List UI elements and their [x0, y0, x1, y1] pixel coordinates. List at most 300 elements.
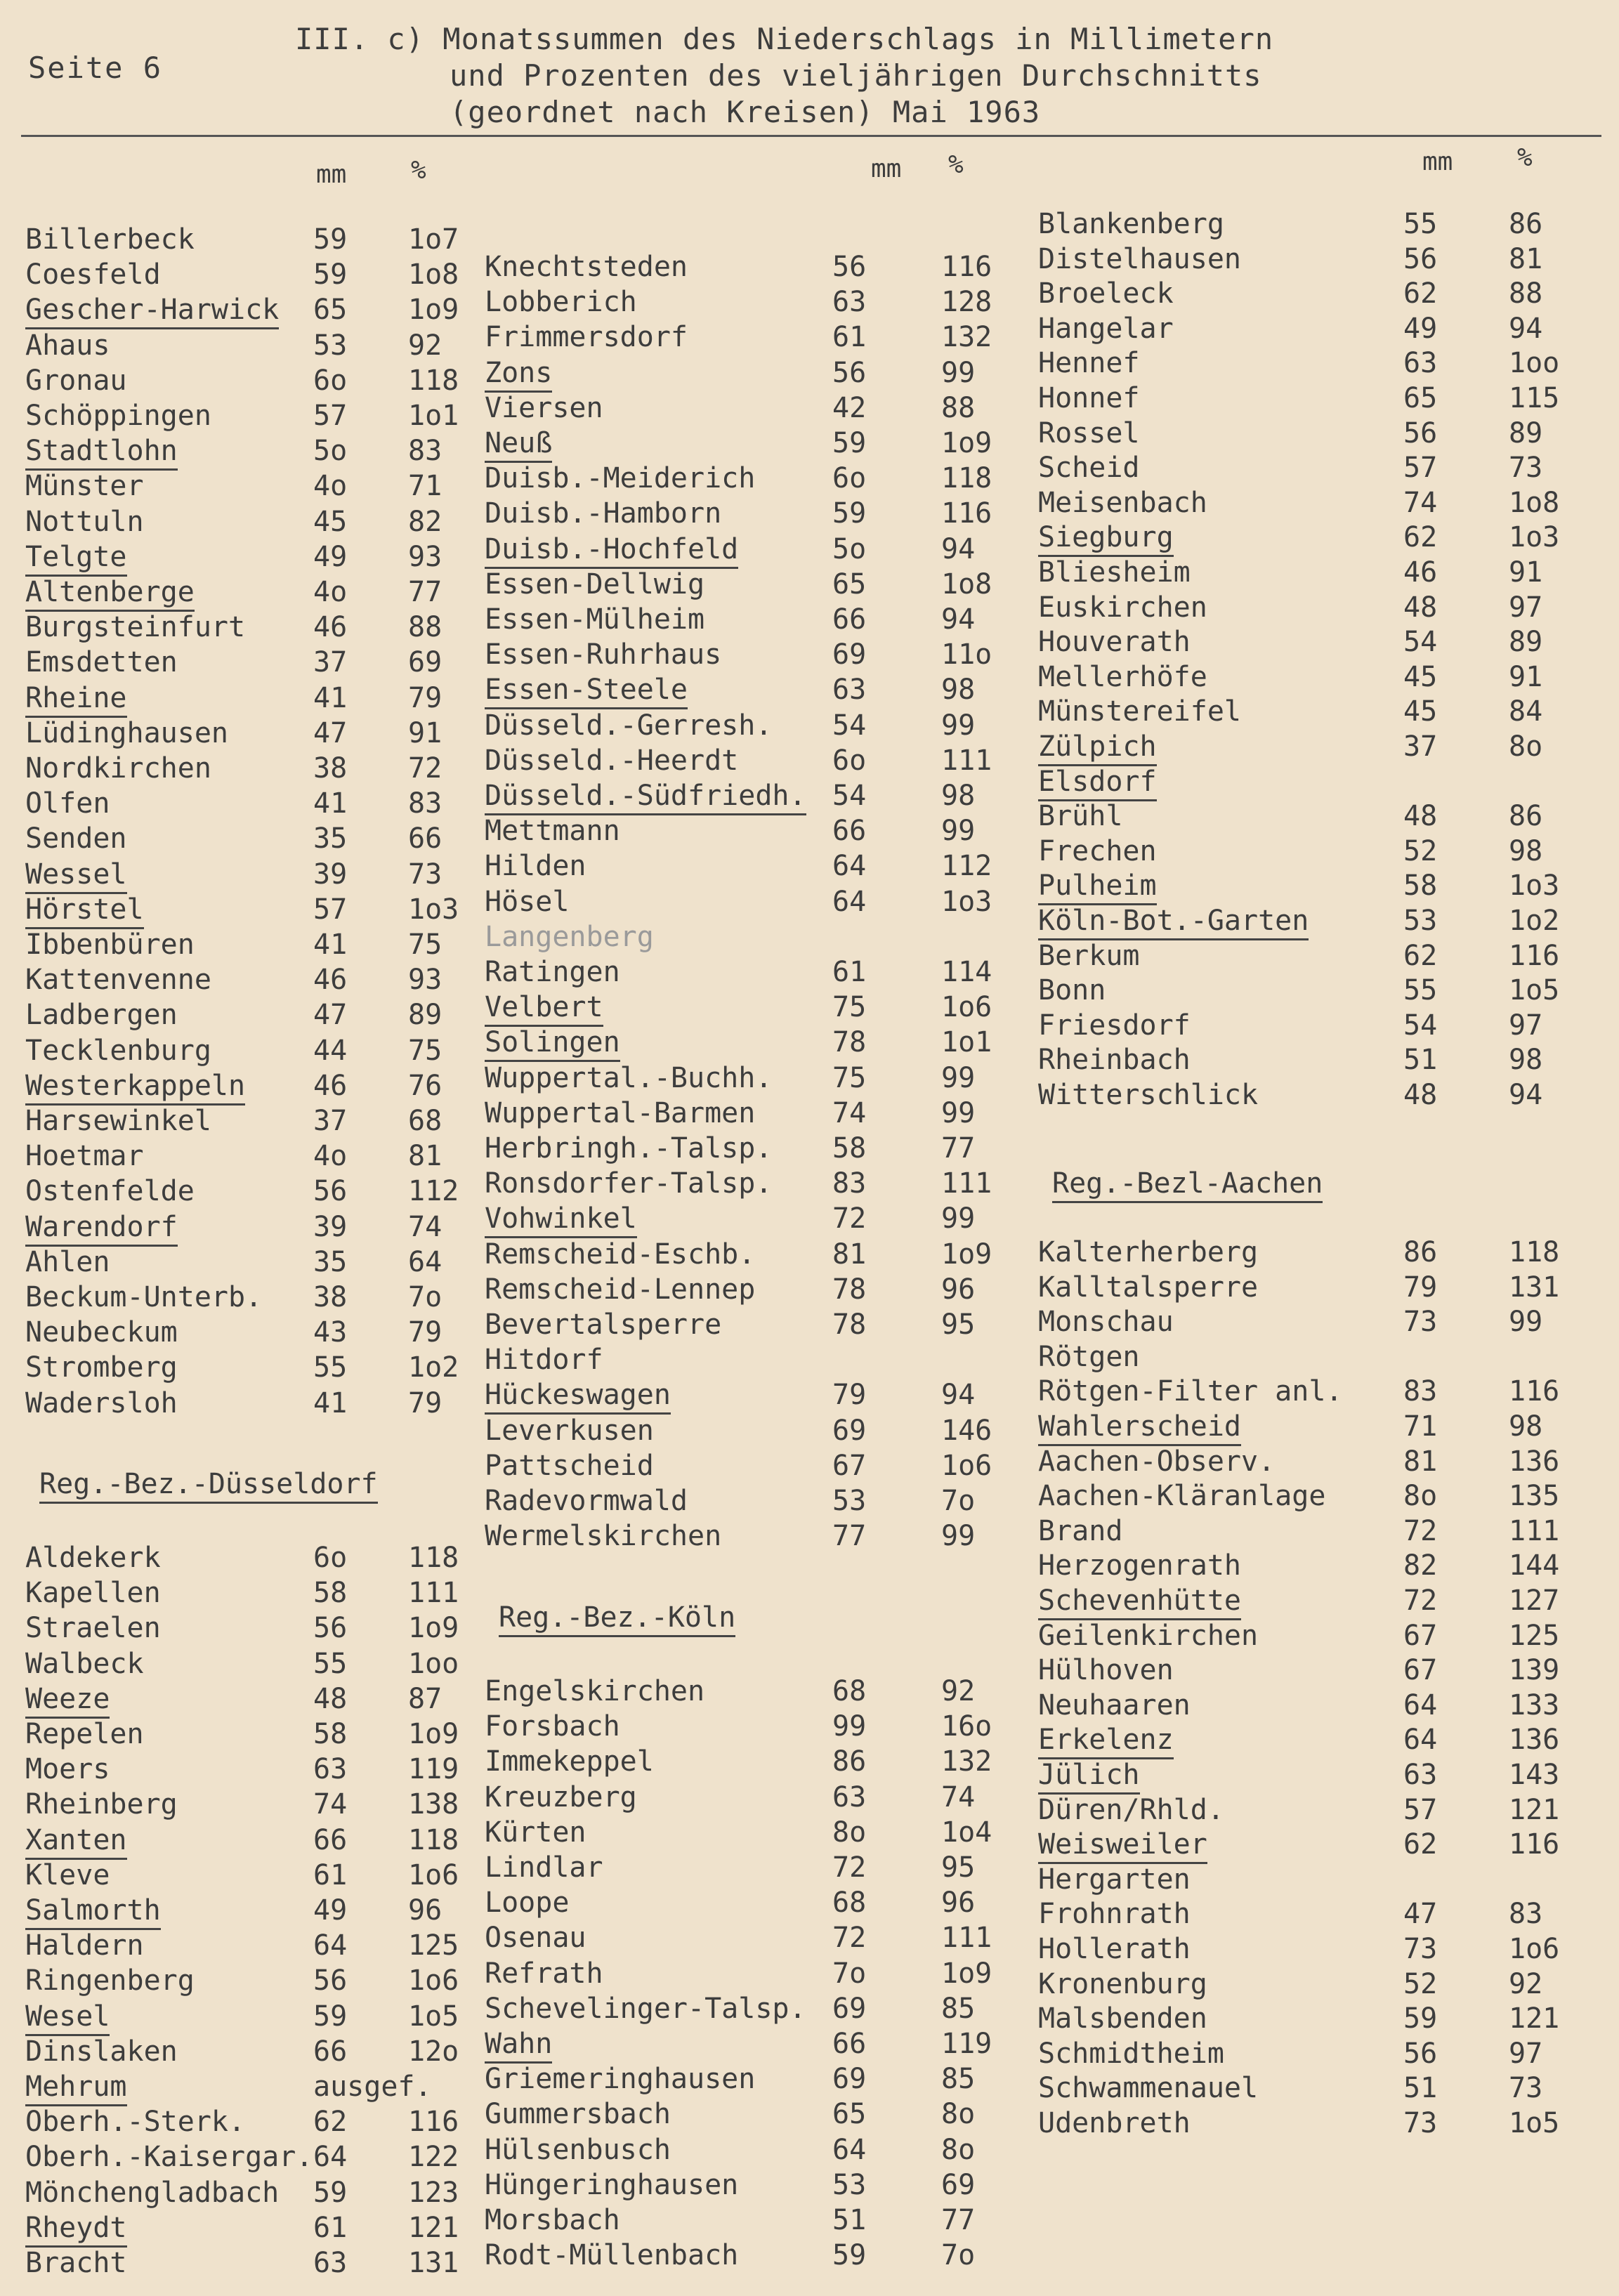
precip-percent: 116	[1509, 939, 1560, 972]
precip-percent: 1o8	[941, 568, 992, 601]
precip-percent: 7o	[941, 2239, 976, 2272]
precip-mm: 5o	[832, 532, 867, 565]
precip-percent: 1o9	[941, 1957, 992, 1990]
precip-percent: 116	[408, 2106, 459, 2139]
precip-percent: 138	[408, 1788, 459, 1821]
precip-percent: 91	[1509, 556, 1543, 589]
precip-mm: 8o	[1403, 1480, 1438, 1513]
precip-mm: 72	[1403, 1585, 1438, 1617]
precip-mm: 37	[1403, 730, 1438, 763]
precip-mm: 48	[1403, 800, 1438, 833]
station-name: Kleve	[25, 1858, 110, 1891]
precip-mm: 68	[832, 1887, 867, 1920]
precip-mm: 86	[1403, 1236, 1438, 1268]
precip-mm: 6o	[832, 462, 867, 495]
station-name: Warendorf	[25, 1211, 178, 1247]
precip-mm: 41	[313, 929, 348, 961]
precip-percent: 94	[941, 1379, 976, 1412]
station-name: Coesfeld	[25, 258, 161, 291]
precip-percent: 146	[941, 1414, 992, 1447]
precip-percent: 97	[1509, 591, 1543, 624]
precip-mm: 49	[1403, 312, 1438, 345]
station-name: Aldekerk	[25, 1542, 161, 1574]
title-line-2: und Prozenten des vieljährigen Durchschnitts	[450, 58, 1262, 93]
precip-percent: 1o9	[408, 1612, 459, 1645]
precip-percent: 98	[1509, 1410, 1543, 1443]
station-name: Düren/Rhld.	[1038, 1793, 1224, 1826]
col2-unit-pct: %	[948, 150, 964, 179]
precip-percent: 1o5	[1509, 2107, 1560, 2139]
station-name: Rheydt	[25, 2212, 127, 2248]
station-name: Hösel	[485, 885, 570, 918]
station-name: Rossel	[1038, 416, 1140, 450]
precip-mm: 73	[1403, 1306, 1438, 1339]
station-name: Bracht	[25, 2247, 127, 2279]
station-name: Stromberg	[25, 1351, 178, 1384]
station-name: Köln-Bot.-Garten	[1038, 905, 1309, 940]
precip-mm: 79	[832, 1379, 867, 1412]
station-name: Geilenkirchen	[1038, 1619, 1259, 1652]
precip-mm: 64	[1403, 1724, 1438, 1757]
station-name: Blankenberg	[1038, 208, 1224, 240]
station-name: Hangelar	[1038, 312, 1174, 345]
station-name: Walbeck	[25, 1647, 144, 1680]
precip-percent: 82	[408, 505, 443, 538]
precip-percent: 143	[1509, 1759, 1560, 1791]
station-name: Erkelenz	[1038, 1724, 1174, 1759]
precip-percent: 1o5	[1509, 974, 1560, 1007]
station-name: Senden	[25, 822, 127, 855]
station-name: Frechen	[1038, 834, 1157, 867]
station-name: Ostenfelde	[25, 1175, 195, 1208]
precip-mm: 41	[313, 681, 348, 714]
station-name: Langenberg	[485, 920, 654, 953]
station-name: Rötgen	[1038, 1340, 1140, 1373]
station-name: Ahaus	[25, 329, 110, 362]
station-name: Hückeswagen	[485, 1379, 671, 1415]
precip-percent: 116	[941, 497, 992, 530]
precip-mm: 56	[832, 251, 867, 283]
station-name: Hollerath	[1038, 1933, 1191, 1965]
station-name: Kapellen	[25, 1577, 161, 1610]
precip-percent: 99	[941, 1520, 976, 1553]
station-name: Hergarten	[1038, 1863, 1191, 1896]
station-name: Gummersbach	[485, 2098, 671, 2131]
station-name: Straelen	[25, 1612, 161, 1645]
precip-mm: 63	[832, 1780, 867, 1813]
station-name: Ratingen	[485, 956, 620, 988]
precip-percent: 97	[1509, 2037, 1543, 2070]
station-name: Rötgen-Filter anl.	[1038, 1375, 1343, 1408]
station-name: Bevertalsperre	[485, 1308, 722, 1341]
precip-percent: 1o6	[408, 1858, 459, 1891]
header-rule	[21, 135, 1601, 137]
station-name: Ahlen	[25, 1245, 110, 1278]
precip-mm: 63	[313, 2247, 348, 2279]
precip-percent: 121	[1509, 1793, 1560, 1826]
station-name: Schwammenauel	[1038, 2072, 1259, 2105]
station-name: Morsbach	[485, 2204, 620, 2236]
station-name: Refrath	[485, 1957, 603, 1990]
precip-mm: 4o	[313, 470, 348, 503]
precip-percent: 1o2	[408, 1351, 459, 1384]
precip-mm: 6o	[832, 744, 867, 777]
station-name: Engelskirchen	[485, 1675, 705, 1707]
station-name: Jülich	[1038, 1759, 1140, 1795]
station-name: Immekeppel	[485, 1745, 654, 1778]
station-name: Schevenhütte	[1038, 1585, 1241, 1620]
precip-mm: 74	[832, 1096, 867, 1129]
precip-mm: 64	[313, 2141, 348, 2174]
station-name: Essen-Mülheim	[485, 603, 705, 636]
precip-percent: 94	[1509, 1079, 1543, 1111]
precip-mm: 5o	[313, 435, 348, 468]
precip-mm: 6o	[313, 1542, 348, 1574]
precip-mm: 64	[1403, 1688, 1438, 1721]
precip-percent: 94	[1509, 312, 1543, 345]
precip-percent: 93	[408, 540, 443, 573]
precip-mm: 56	[313, 1612, 348, 1645]
station-name: Frohnrath	[1038, 1898, 1191, 1931]
precip-percent: 125	[408, 1929, 459, 1962]
precip-percent: 98	[1509, 1044, 1543, 1077]
station-name: Westerkappeln	[25, 1070, 245, 1106]
station-name: Malsbenden	[1038, 2002, 1207, 2035]
station-name: Wesel	[25, 2000, 110, 2036]
precip-percent: 118	[408, 1823, 459, 1856]
precip-mm: 61	[832, 321, 867, 354]
precip-mm: 54	[1403, 1009, 1438, 1042]
precip-percent: 1o8	[1509, 486, 1560, 519]
precip-mm: 71	[1403, 1410, 1438, 1443]
station-name: Lüdinghausen	[25, 716, 228, 749]
precip-percent: 68	[408, 1105, 443, 1137]
station-name: Weisweiler	[1038, 1828, 1207, 1864]
precip-percent: 136	[1509, 1724, 1560, 1757]
precip-mm: 67	[1403, 1654, 1438, 1687]
station-name: Wuppertal.-Buchh.	[485, 1061, 773, 1094]
station-name: Velbert	[485, 991, 603, 1027]
precip-mm: 54	[832, 709, 867, 742]
precip-percent: 111	[941, 1167, 992, 1200]
precip-percent: 96	[941, 1887, 976, 1920]
precip-mm: 61	[313, 1858, 348, 1891]
precip-mm: 38	[313, 752, 348, 785]
station-name: Beckum-Unterb.	[25, 1281, 263, 1313]
precip-mm: 72	[1403, 1514, 1438, 1547]
precip-mm: 35	[313, 822, 348, 855]
station-name: Berkum	[1038, 939, 1140, 972]
precip-percent: 131	[408, 2247, 459, 2279]
precip-mm: 56	[1403, 416, 1438, 450]
station-name: Kreuzberg	[485, 1780, 637, 1813]
precip-percent: 8o	[1509, 730, 1543, 763]
precip-percent: 92	[941, 1675, 976, 1707]
precip-percent: 1o5	[408, 2000, 459, 2033]
precip-mm: 66	[832, 2028, 867, 2060]
precip-mm: 47	[313, 999, 348, 1032]
station-name: Witterschlick	[1038, 1079, 1259, 1111]
precip-percent: 99	[941, 1061, 976, 1094]
precip-mm: ausgef.	[313, 2071, 432, 2103]
precip-percent: 1oo	[408, 1647, 459, 1680]
precip-percent: 66	[408, 822, 443, 855]
precip-percent: 1o8	[408, 258, 459, 291]
precip-percent: 8o	[941, 2133, 976, 2166]
precip-percent: 132	[941, 1745, 992, 1778]
precip-mm: 59	[832, 2239, 867, 2272]
precip-percent: 88	[941, 391, 976, 424]
precip-percent: 99	[1509, 1306, 1543, 1339]
precip-percent: 79	[408, 1316, 443, 1349]
precip-mm: 75	[832, 1061, 867, 1094]
station-name: Telgte	[25, 541, 127, 577]
precip-mm: 48	[313, 1682, 348, 1715]
station-name: Nordkirchen	[25, 752, 211, 785]
station-name: Stadtlohn	[25, 435, 178, 471]
precip-percent: 86	[1509, 208, 1543, 240]
precip-mm: 37	[313, 646, 348, 679]
precip-percent: 7o	[941, 1485, 976, 1517]
station-name: Hoetmar	[25, 1140, 144, 1173]
precip-mm: 78	[832, 1026, 867, 1059]
precip-mm: 65	[832, 2098, 867, 2131]
precip-percent: 92	[1509, 1967, 1543, 2000]
precip-percent: 116	[1509, 1375, 1560, 1408]
precip-mm: 52	[1403, 1967, 1438, 2000]
precip-percent: 83	[408, 787, 443, 820]
station-name: Schevelinger-Talsp.	[485, 1992, 806, 2025]
col3-unit-pct: %	[1517, 143, 1533, 172]
precip-percent: 95	[941, 1851, 976, 1884]
precip-mm: 57	[313, 400, 348, 432]
precip-mm: 63	[1403, 347, 1438, 380]
precip-mm: 64	[832, 885, 867, 918]
station-name: Kalltalsperre	[1038, 1271, 1259, 1304]
station-name: Ibbenbüren	[25, 929, 195, 961]
precip-mm: 46	[313, 1069, 348, 1102]
region-heading: Reg.-Bez.-Düsseldorf	[39, 1468, 378, 1504]
precip-percent: 87	[408, 1682, 443, 1715]
station-name: Düsseld.-Gerresh.	[485, 709, 773, 742]
precip-mm: 56	[832, 356, 867, 389]
precip-mm: 46	[313, 611, 348, 644]
precip-mm: 41	[313, 1386, 348, 1419]
station-name: Tecklenburg	[25, 1034, 211, 1067]
precip-mm: 39	[313, 1210, 348, 1243]
station-name: Duisb.-Hochfeld	[485, 533, 738, 569]
precip-percent: 111	[408, 1577, 459, 1610]
precip-percent: 94	[941, 603, 976, 636]
station-name: Oberh.-Kaisergar.	[25, 2141, 313, 2174]
precip-mm: 55	[313, 1351, 348, 1384]
precip-mm: 59	[313, 223, 348, 256]
precip-mm: 63	[832, 674, 867, 707]
precip-mm: 74	[313, 1788, 348, 1821]
precip-percent: 98	[941, 674, 976, 707]
precip-percent: 84	[1509, 695, 1543, 728]
station-name: Friesdorf	[1038, 1009, 1191, 1042]
precip-percent: 97	[1509, 1009, 1543, 1042]
station-name: Mehrum	[25, 2071, 127, 2106]
precip-percent: 136	[1509, 1445, 1560, 1478]
precip-mm: 63	[313, 1753, 348, 1786]
precip-percent: 119	[941, 2028, 992, 2060]
station-name: Loope	[485, 1887, 570, 1920]
station-name: Wadersloh	[25, 1386, 178, 1419]
precip-mm: 65	[1403, 382, 1438, 414]
station-name: Emsdetten	[25, 646, 178, 679]
precip-percent: 125	[1509, 1619, 1560, 1652]
station-name: Haldern	[25, 1929, 144, 1962]
region-heading: Reg.-Bez.-Köln	[499, 1601, 735, 1637]
station-name: Repelen	[25, 1718, 144, 1750]
precip-mm: 86	[832, 1745, 867, 1778]
station-name: Meisenbach	[1038, 486, 1207, 519]
precip-mm: 73	[1403, 1933, 1438, 1965]
precip-percent: 1o2	[1509, 905, 1560, 937]
precip-mm: 49	[313, 1894, 348, 1927]
station-name: Rheine	[25, 682, 127, 718]
precip-percent: 144	[1509, 1549, 1560, 1582]
station-name: Düsseld.-Heerdt	[485, 744, 739, 777]
precip-percent: 111	[1509, 1514, 1560, 1547]
station-name: Forsbach	[485, 1710, 620, 1743]
precip-percent: 77	[408, 576, 443, 608]
station-name: Schmidtheim	[1038, 2037, 1224, 2070]
precip-percent: 69	[941, 2168, 976, 2201]
precip-percent: 92	[408, 329, 443, 362]
station-name: Hülsenbusch	[485, 2133, 671, 2166]
station-name: Remscheid-Eschb.	[485, 1238, 756, 1271]
precip-mm: 47	[313, 716, 348, 749]
station-name: Essen-Dellwig	[485, 568, 705, 601]
precip-percent: 1o1	[941, 1026, 992, 1059]
page-number: Seite 6	[28, 51, 163, 85]
precip-percent: 111	[941, 1922, 992, 1955]
station-name: Solingen	[485, 1026, 620, 1062]
station-name: Rheinbach	[1038, 1044, 1191, 1077]
precip-mm: 53	[832, 1485, 867, 1517]
station-name: Xanten	[25, 1824, 127, 1860]
station-name: Billerbeck	[25, 223, 195, 256]
precip-mm: 59	[313, 2000, 348, 2033]
precip-mm: 37	[313, 1105, 348, 1137]
station-name: Hüngeringhausen	[485, 2168, 739, 2201]
precip-mm: 58	[1403, 870, 1438, 903]
precip-mm: 64	[832, 2133, 867, 2166]
precip-percent: 72	[408, 752, 443, 785]
precip-percent: 133	[1509, 1688, 1560, 1721]
precip-percent: 99	[941, 1202, 976, 1235]
station-name: Elsdorf	[1038, 766, 1157, 801]
precip-percent: 1o9	[941, 427, 992, 459]
precip-mm: 63	[832, 286, 867, 319]
precip-mm: 46	[313, 964, 348, 997]
station-name: Griemeringhausen	[485, 2063, 756, 2096]
precip-percent: 1o6	[941, 991, 992, 1024]
station-name: Zülpich	[1038, 730, 1157, 766]
precip-mm: 68	[832, 1675, 867, 1707]
station-name: Kronenburg	[1038, 1967, 1207, 2000]
precip-percent: 1o3	[941, 885, 992, 918]
station-name: Lobberich	[485, 286, 637, 319]
precip-percent: 89	[1509, 626, 1543, 659]
precip-mm: 83	[832, 1167, 867, 1200]
station-name: Osenau	[485, 1922, 586, 1955]
precip-mm: 53	[832, 2168, 867, 2201]
precip-percent: 73	[1509, 452, 1543, 485]
precip-percent: 95	[941, 1308, 976, 1341]
station-name: Düsseld.-Südfriedh.	[485, 780, 806, 815]
precip-mm: 4o	[313, 576, 348, 608]
station-name: Essen-Ruhrhaus	[485, 638, 722, 671]
station-name: Weeze	[25, 1683, 110, 1719]
precip-percent: 98	[941, 780, 976, 812]
precip-mm: 81	[832, 1238, 867, 1271]
station-name: Essen-Steele	[485, 674, 688, 709]
precip-percent: 99	[941, 1096, 976, 1129]
station-name: Schöppingen	[25, 400, 211, 432]
station-name: Münstereifel	[1038, 695, 1241, 728]
station-name: Herbringh.-Talsp.	[485, 1132, 773, 1165]
station-name: Brand	[1038, 1514, 1123, 1547]
station-name: Hülhoven	[1038, 1654, 1174, 1687]
precip-percent: 1o6	[408, 1964, 459, 1997]
col1-unit-mm: mm	[316, 160, 347, 189]
precip-percent: 81	[1509, 242, 1543, 275]
precip-percent: 127	[1509, 1585, 1560, 1617]
precip-mm: 38	[313, 1281, 348, 1313]
station-name: Altenberge	[25, 576, 195, 612]
precip-mm: 62	[313, 2106, 348, 2139]
document-title	[295, 21, 1273, 131]
station-name: Remscheid-Lennep	[485, 1273, 756, 1306]
precip-percent: 91	[408, 716, 443, 749]
station-name: Gescher-Harwick	[25, 294, 279, 329]
precip-percent: 121	[1509, 2002, 1560, 2035]
precip-mm: 59	[313, 258, 348, 291]
precip-mm: 56	[1403, 242, 1438, 275]
precip-mm: 72	[832, 1202, 867, 1235]
station-name: Hilden	[485, 850, 586, 883]
station-name: Viersen	[485, 391, 603, 424]
precip-mm: 78	[832, 1273, 867, 1306]
precip-mm: 69	[832, 1992, 867, 2025]
precip-percent: 1o6	[941, 1449, 992, 1482]
precip-mm: 59	[832, 427, 867, 459]
precip-percent: 139	[1509, 1654, 1560, 1687]
precip-percent: 118	[408, 1542, 459, 1574]
precip-mm: 62	[1403, 521, 1438, 554]
precip-mm: 4o	[313, 1140, 348, 1173]
precip-mm: 57	[313, 893, 348, 926]
station-name: Bliesheim	[1038, 556, 1191, 589]
precip-mm: 59	[1403, 2002, 1438, 2035]
precip-percent: 1o6	[1509, 1933, 1560, 1965]
station-name: Vohwinkel	[485, 1202, 637, 1238]
precip-percent: 88	[1509, 277, 1543, 310]
precip-mm: 66	[832, 603, 867, 636]
precip-percent: 89	[1509, 416, 1543, 450]
precip-percent: 1o7	[408, 223, 459, 256]
precip-percent: 121	[408, 2211, 459, 2244]
station-name: Mellerhöfe	[1038, 660, 1207, 693]
title-line-1: III. c) Monatssummen des Niederschlags in Millimetern	[295, 22, 1274, 56]
station-name: Mettmann	[485, 815, 620, 848]
station-name: Rodt-Müllenbach	[485, 2239, 739, 2272]
station-name: Oberh.-Sterk.	[25, 2106, 246, 2139]
